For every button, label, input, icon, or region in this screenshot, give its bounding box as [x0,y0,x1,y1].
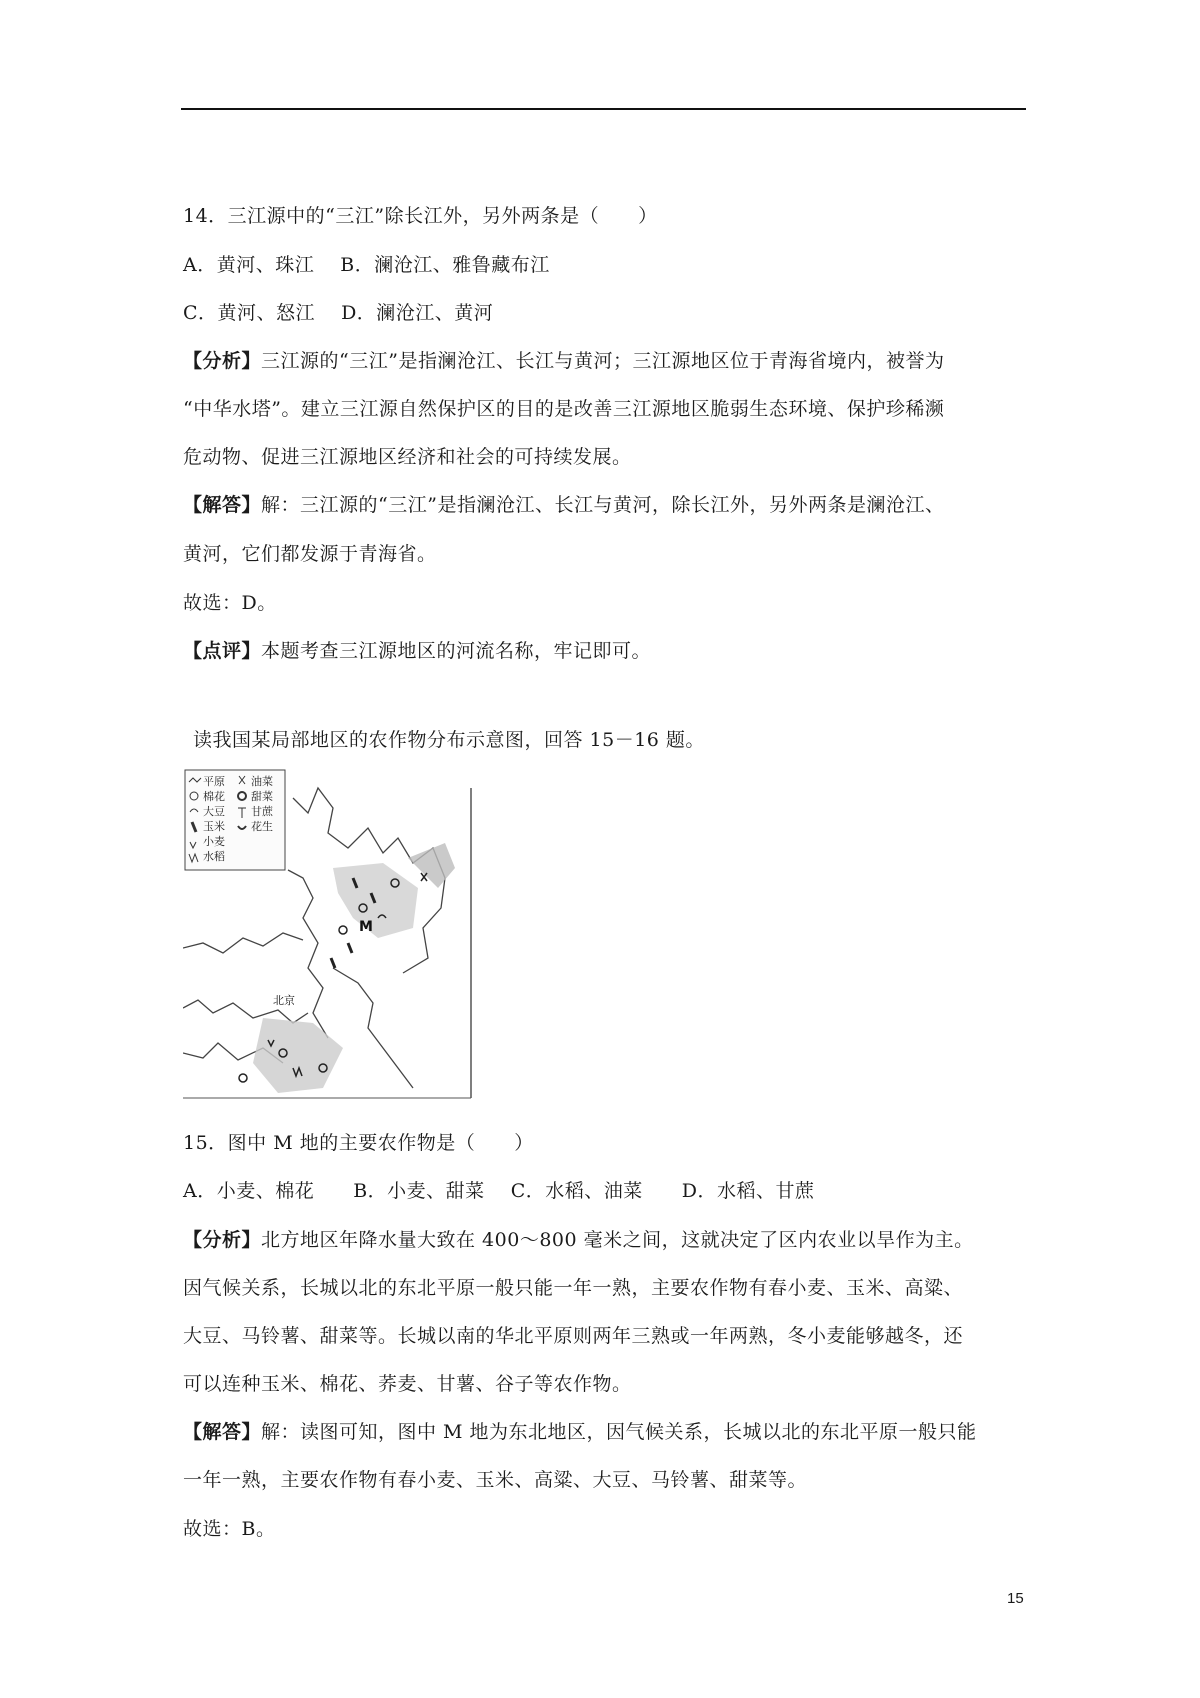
header-rule [181,108,1026,110]
crop-distribution-map [183,768,487,1102]
q14-options-ab: A．黄河、珠江 B．澜沧江、雅鲁藏布江 [183,254,550,276]
legend-label: 小麦 [203,835,225,848]
legend-label: 油菜 [251,775,273,788]
q15-options: A．小麦、棉花 B．小麦、甜菜 C．水稻、油菜 D．水稻、甘蔗 [183,1180,815,1202]
q15-analysis-line-4: 可以连种玉米、棉花、荞麦、甘薯、谷子等农作物。 [183,1373,632,1395]
legend-label: 甜菜 [251,790,273,803]
legend-label: 甘蔗 [251,805,273,818]
q15-solution-line-1: 【解答】解：读图可知，图中 M 地为东北地区，因气候关系，长城以北的东北平原一般只能 [183,1421,977,1443]
legend-label: 棉花 [203,790,225,803]
q14-options-cd: C．黄河、怒江 D．澜沧江、黄河 [183,302,494,324]
q15-analysis-line-1: 【分析】北方地区年降水量大致在 400～800 毫米之间，这就决定了区内农业以旱作为主。 [183,1229,974,1251]
q15-solution-line-2: 一年一熟，主要农作物有春小麦、玉米、高粱、大豆、马铃薯、甜菜等。 [183,1469,808,1491]
map-label-m: M [359,919,373,935]
solution-tag: 【解答】 [183,494,262,516]
solution-tag: 【解答】 [183,1421,262,1443]
q15-analysis-line-2: 因气候关系，长城以北的东北平原一般只能一年一熟，主要农作物有春小麦、玉米、高粱、 [183,1277,964,1299]
legend-label: 平原 [203,775,225,788]
legend-label: 玉米 [203,820,225,833]
page-number: 15 [1007,1590,1024,1607]
analysis-tag: 【分析】 [183,1229,262,1251]
q14-choice: 故选：D。 [183,592,277,614]
q14-analysis-line-2: “中华水塔”。建立三江源自然保护区的目的是改善三江源地区脆弱生态环境、保护珍稀濒 [183,398,945,420]
legend-label: 花生 [251,820,273,833]
legend-label: 水稻 [203,850,225,863]
q14-stem: 14．三江源中的“三江”除长江外，另外两条是（ ） [183,205,658,227]
q14-analysis-line-1: 【分析】三江源的“三江”是指澜沧江、长江与黄河；三江源地区位于青海省境内，被誉为 [183,350,945,372]
map-intro: 读我国某局部地区的农作物分布示意图，回答 15－16 题。 [193,729,705,751]
map-label-beijing: 北京 [273,994,295,1007]
q15-analysis-line-3: 大豆、马铃薯、甜菜等。长城以南的华北平原则两年三熟或一年两熟，冬小麦能够越冬，还 [183,1325,964,1347]
analysis-tag: 【分析】 [183,350,262,372]
legend-label: 大豆 [203,805,225,818]
comment-tag: 【点评】 [183,640,262,662]
q14-analysis-line-3: 危动物、促进三江源地区经济和社会的可持续发展。 [183,446,632,468]
q14-solution-line-1: 【解答】解：三江源的“三江”是指澜沧江、长江与黄河，除长江外，另外两条是澜沧江、 [183,494,945,516]
q15-stem: 15．图中 M 地的主要农作物是（ ） [183,1132,534,1154]
q14-solution-line-2: 黄河，它们都发源于青海省。 [183,543,437,565]
q14-comment: 【点评】本题考查三江源地区的河流名称，牢记即可。 [183,640,652,662]
q15-choice: 故选：B。 [183,1518,276,1540]
